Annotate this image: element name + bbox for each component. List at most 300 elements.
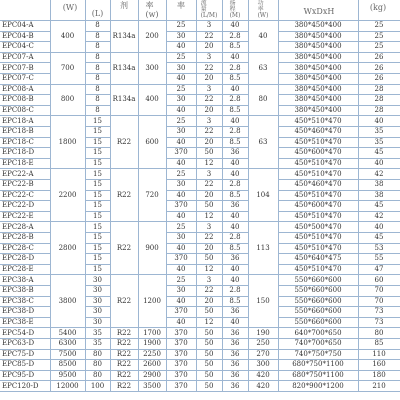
row-divider bbox=[166, 126, 248, 127]
row-divider bbox=[85, 137, 110, 138]
header-volume-unit: (L) bbox=[91, 8, 104, 18]
row-divider bbox=[0, 317, 50, 318]
row-divider bbox=[0, 126, 50, 127]
row-divider bbox=[278, 158, 400, 159]
model-cell: EPC54-D bbox=[2, 328, 35, 337]
row-divider bbox=[278, 62, 400, 63]
head-cell: 36 bbox=[230, 360, 240, 369]
head-cell: 40 bbox=[230, 318, 240, 327]
refrigerant-cell: R22 bbox=[116, 381, 132, 390]
group-divider bbox=[0, 115, 400, 116]
weight-cell: 28 bbox=[374, 95, 384, 104]
model-cell: EPC08-A bbox=[2, 84, 34, 93]
row-divider bbox=[85, 62, 110, 63]
cooling-capacity-cell: 1800 bbox=[58, 137, 77, 146]
header-cooling-power: 功 率 (W) bbox=[257, 0, 269, 19]
flow-cell: 20 bbox=[204, 137, 214, 146]
pump-power-cell: 370 bbox=[174, 371, 188, 380]
row-divider bbox=[278, 73, 400, 74]
model-cell: EPC08-C bbox=[2, 106, 34, 115]
dimensions-cell: 450*510*470 bbox=[294, 243, 342, 252]
tank-volume-cell: 15 bbox=[93, 212, 102, 221]
cooling-capacity-cell: 8500 bbox=[58, 360, 77, 369]
cooling-capacity-cell: 700 bbox=[60, 63, 75, 72]
row-divider bbox=[0, 62, 50, 63]
compressor-power-cell: 2250 bbox=[143, 349, 161, 358]
group-divider bbox=[0, 338, 400, 339]
row-divider bbox=[278, 296, 400, 297]
group-divider bbox=[0, 349, 400, 350]
tank-volume-cell: 15 bbox=[93, 148, 102, 157]
heater-power-cell: 300 bbox=[256, 360, 270, 369]
dimensions-cell: 380*450*400 bbox=[294, 106, 342, 115]
tank-volume-cell: 8 bbox=[95, 31, 100, 40]
refrigerant-cell: R22 bbox=[116, 296, 132, 305]
model-cell: EPC28-E bbox=[2, 265, 34, 274]
flow-cell: 50 bbox=[204, 307, 214, 316]
group-divider bbox=[0, 359, 400, 360]
row-divider bbox=[85, 126, 110, 127]
head-cell: 8.5 bbox=[229, 42, 241, 51]
heater-power-cell: 190 bbox=[256, 328, 270, 337]
dimensions-cell: 450*510*470 bbox=[294, 233, 342, 242]
head-cell: 36 bbox=[230, 381, 240, 390]
row-divider bbox=[85, 73, 110, 74]
head-cell: 2.8 bbox=[229, 180, 241, 189]
pump-power-cell: 40 bbox=[176, 243, 186, 252]
weight-cell: 26 bbox=[374, 74, 384, 83]
row-divider bbox=[166, 94, 248, 95]
compressor-power-cell: 900 bbox=[145, 243, 159, 252]
tank-volume-cell: 15 bbox=[93, 222, 102, 231]
dimensions-cell: 640*700*650 bbox=[294, 328, 342, 337]
dimensions-cell: 550*660*600 bbox=[294, 286, 342, 295]
row-divider bbox=[0, 158, 50, 159]
row-divider bbox=[278, 211, 400, 212]
row-divider bbox=[278, 31, 400, 32]
weight-cell: 60 bbox=[374, 275, 384, 284]
cooling-capacity-cell: 400 bbox=[60, 31, 75, 40]
header-divider bbox=[0, 20, 400, 21]
flow-cell: 3 bbox=[206, 21, 212, 30]
row-divider bbox=[0, 264, 50, 265]
header-refrigerant: 剂 bbox=[120, 0, 128, 10]
flow-cell: 3 bbox=[206, 53, 212, 62]
heater-power-cell: 40 bbox=[258, 31, 268, 40]
weight-cell: 40 bbox=[374, 222, 384, 231]
compressor-power-cell: 200 bbox=[145, 31, 159, 40]
row-divider bbox=[85, 296, 110, 297]
flow-cell: 20 bbox=[204, 243, 214, 252]
flow-cell: 3 bbox=[206, 84, 212, 93]
row-divider bbox=[85, 306, 110, 307]
model-cell: EPC38-D bbox=[2, 307, 35, 316]
model-cell: EPC38-B bbox=[2, 286, 34, 295]
column-divider bbox=[110, 0, 111, 391]
head-cell: 36 bbox=[230, 307, 240, 316]
dimensions-cell: 450*510*470 bbox=[294, 265, 342, 274]
row-divider bbox=[85, 158, 110, 159]
pump-power-cell: 40 bbox=[176, 190, 186, 199]
dimensions-cell: 450*510*470 bbox=[294, 116, 342, 125]
flow-cell: 22 bbox=[204, 31, 214, 40]
row-divider bbox=[0, 253, 50, 254]
weight-cell: 73 bbox=[374, 318, 384, 327]
row-divider bbox=[166, 41, 248, 42]
header-rated-power: 率 (w) bbox=[145, 1, 159, 19]
model-cell: EPC18-A bbox=[2, 116, 34, 125]
row-divider bbox=[278, 285, 400, 286]
head-cell: 8.5 bbox=[229, 296, 241, 305]
tank-volume-cell: 8 bbox=[95, 63, 100, 72]
weight-cell: 40 bbox=[374, 159, 384, 168]
flow-cell: 22 bbox=[204, 180, 214, 189]
row-divider bbox=[166, 211, 248, 212]
row-divider bbox=[85, 31, 110, 32]
cooling-capacity-cell: 9500 bbox=[58, 371, 77, 380]
group-divider bbox=[0, 84, 400, 85]
model-cell: EPC04-C bbox=[2, 42, 34, 51]
weight-cell: 40 bbox=[374, 116, 384, 125]
compressor-power-cell: 1200 bbox=[143, 296, 161, 305]
pump-power-cell: 40 bbox=[176, 106, 186, 115]
head-cell: 2.8 bbox=[229, 95, 241, 104]
row-divider bbox=[0, 179, 50, 180]
row-divider bbox=[278, 179, 400, 180]
dimensions-cell: 550*660*600 bbox=[294, 275, 342, 284]
weight-cell: 38 bbox=[374, 190, 384, 199]
weight-cell: 25 bbox=[374, 31, 384, 40]
tank-volume-cell: 35 bbox=[93, 328, 102, 337]
head-cell: 40 bbox=[230, 159, 240, 168]
row-divider bbox=[166, 253, 248, 254]
head-cell: 40 bbox=[230, 275, 240, 284]
tank-volume-cell: 8 bbox=[95, 95, 100, 104]
pump-power-cell: 40 bbox=[176, 137, 186, 146]
head-cell: 8.5 bbox=[229, 243, 241, 252]
pump-power-cell: 25 bbox=[176, 169, 186, 178]
dimensions-cell: 380*450*400 bbox=[294, 53, 342, 62]
header-pump-power: 率 bbox=[177, 0, 185, 10]
row-divider bbox=[166, 31, 248, 32]
row-divider bbox=[0, 94, 50, 95]
column-divider bbox=[278, 0, 279, 391]
weight-cell: 53 bbox=[374, 243, 384, 252]
row-divider bbox=[166, 62, 248, 63]
flow-cell: 3 bbox=[206, 169, 212, 178]
tank-volume-cell: 8 bbox=[95, 74, 100, 83]
tank-volume-cell: 15 bbox=[93, 201, 102, 210]
row-divider bbox=[166, 105, 248, 106]
tank-volume-cell: 15 bbox=[93, 116, 102, 125]
dimensions-cell: 380*450*400 bbox=[294, 42, 342, 51]
dimensions-cell: 380*450*400 bbox=[294, 63, 342, 72]
row-divider bbox=[85, 41, 110, 42]
model-cell: EPC85-D bbox=[2, 360, 35, 369]
tank-volume-cell: 30 bbox=[93, 296, 102, 305]
tank-volume-cell: 15 bbox=[93, 233, 102, 242]
flow-cell: 22 bbox=[204, 63, 214, 72]
tank-volume-cell: 8 bbox=[95, 21, 100, 30]
model-cell: EPC75-D bbox=[2, 349, 35, 358]
row-divider bbox=[0, 211, 50, 212]
dimensions-cell: 550*660*600 bbox=[294, 307, 342, 316]
row-divider bbox=[85, 105, 110, 106]
column-divider bbox=[138, 0, 139, 391]
flow-cell: 50 bbox=[204, 148, 214, 157]
row-divider bbox=[0, 105, 50, 106]
row-divider bbox=[278, 126, 400, 127]
flow-cell: 50 bbox=[204, 360, 214, 369]
tank-volume-cell: 15 bbox=[93, 127, 102, 136]
weight-cell: 160 bbox=[372, 360, 386, 369]
model-cell: EPC04-B bbox=[2, 31, 34, 40]
model-cell: EPC07-B bbox=[2, 63, 34, 72]
model-cell: EPC22-B bbox=[2, 180, 34, 189]
row-divider bbox=[278, 147, 400, 148]
head-cell: 40 bbox=[230, 21, 240, 30]
row-divider bbox=[278, 137, 400, 138]
compressor-power-cell: 600 bbox=[145, 137, 159, 146]
dimensions-cell: 550*660*600 bbox=[294, 318, 342, 327]
pump-power-cell: 370 bbox=[174, 349, 188, 358]
head-cell: 8.5 bbox=[229, 74, 241, 83]
pump-power-cell: 25 bbox=[176, 84, 186, 93]
pump-power-cell: 25 bbox=[176, 222, 186, 231]
cooling-capacity-cell: 2800 bbox=[58, 243, 77, 252]
weight-cell: 210 bbox=[372, 381, 386, 390]
heater-power-cell: 420 bbox=[256, 371, 270, 380]
column-divider bbox=[222, 0, 223, 391]
weight-cell: 45 bbox=[374, 201, 384, 210]
row-divider bbox=[85, 200, 110, 201]
tank-volume-cell: 8 bbox=[95, 84, 100, 93]
model-cell: EPC120-D bbox=[2, 381, 39, 390]
model-cell: EPC07-A bbox=[2, 53, 34, 62]
row-divider bbox=[166, 264, 248, 265]
dimensions-cell: 450*510*470 bbox=[294, 169, 342, 178]
row-divider bbox=[0, 232, 50, 233]
heater-power-cell: 63 bbox=[258, 137, 268, 146]
compressor-power-cell: 300 bbox=[145, 63, 159, 72]
weight-cell: 70 bbox=[374, 286, 384, 295]
dimensions-cell: 380*450*400 bbox=[294, 21, 342, 30]
dimensions-cell: 450*510*470 bbox=[294, 159, 342, 168]
pump-power-cell: 30 bbox=[176, 180, 186, 189]
tank-volume-cell: 15 bbox=[93, 265, 102, 274]
pump-power-cell: 370 bbox=[174, 254, 188, 263]
group-divider bbox=[0, 52, 400, 53]
flow-cell: 50 bbox=[204, 381, 214, 390]
head-cell: 40 bbox=[230, 212, 240, 221]
pump-power-cell: 30 bbox=[176, 127, 186, 136]
pump-power-cell: 30 bbox=[176, 95, 186, 104]
refrigerant-cell: R22 bbox=[116, 243, 132, 252]
header-weight-unit: (kg) bbox=[369, 2, 387, 12]
head-cell: 2.8 bbox=[229, 31, 241, 40]
refrigerant-cell: R22 bbox=[116, 328, 132, 337]
refrigerant-cell: R22 bbox=[116, 190, 132, 199]
flow-cell: 50 bbox=[204, 339, 214, 348]
compressor-power-cell: 2600 bbox=[143, 360, 161, 369]
model-cell: EPC95-D bbox=[2, 371, 35, 380]
heater-power-cell: 270 bbox=[256, 349, 270, 358]
pump-power-cell: 40 bbox=[176, 296, 186, 305]
group-divider bbox=[0, 380, 400, 381]
head-cell: 36 bbox=[230, 349, 240, 358]
dimensions-cell: 740*750*750 bbox=[294, 349, 342, 358]
row-divider bbox=[278, 264, 400, 265]
refrigerant-cell: R22 bbox=[116, 371, 132, 380]
head-cell: 40 bbox=[230, 265, 240, 274]
flow-cell: 12 bbox=[204, 318, 214, 327]
model-cell: EPC28-B bbox=[2, 233, 34, 242]
header-flow: 流 量 (L/M) bbox=[200, 0, 218, 19]
row-divider bbox=[0, 31, 50, 32]
row-divider bbox=[278, 232, 400, 233]
pump-power-cell: 40 bbox=[176, 318, 186, 327]
pump-power-cell: 370 bbox=[174, 381, 188, 390]
cooling-capacity-cell: 3800 bbox=[58, 296, 77, 305]
weight-cell: 42 bbox=[374, 169, 384, 178]
flow-cell: 22 bbox=[204, 95, 214, 104]
compressor-power-cell: 3500 bbox=[143, 381, 161, 390]
group-divider bbox=[0, 327, 400, 328]
dimensions-cell: 450*500*470 bbox=[294, 222, 342, 231]
model-cell: EPC38-A bbox=[2, 275, 34, 284]
cooling-capacity-cell: 12000 bbox=[56, 381, 79, 390]
dimensions-cell: 820*900*1200 bbox=[292, 381, 344, 390]
tank-volume-cell: 15 bbox=[93, 254, 102, 263]
dimensions-cell: 450*510*470 bbox=[294, 137, 342, 146]
weight-cell: 73 bbox=[374, 307, 384, 316]
weight-cell: 35 bbox=[374, 137, 384, 146]
column-divider bbox=[248, 0, 249, 391]
flow-cell: 50 bbox=[204, 328, 214, 337]
refrigerant-cell: R134a bbox=[112, 31, 136, 40]
pump-power-cell: 370 bbox=[174, 360, 188, 369]
flow-cell: 20 bbox=[204, 296, 214, 305]
row-divider bbox=[166, 137, 248, 138]
pump-power-cell: 370 bbox=[174, 201, 188, 210]
weight-cell: 85 bbox=[374, 339, 384, 348]
dimensions-cell: 450*510*470 bbox=[294, 212, 342, 221]
row-divider bbox=[0, 306, 50, 307]
compressor-power-cell: 1700 bbox=[143, 328, 161, 337]
flow-cell: 20 bbox=[204, 190, 214, 199]
flow-cell: 50 bbox=[204, 349, 214, 358]
row-divider bbox=[278, 306, 400, 307]
weight-cell: 26 bbox=[374, 53, 384, 62]
model-cell: EPC22-D bbox=[2, 201, 35, 210]
tank-volume-cell: 8 bbox=[95, 53, 100, 62]
head-cell: 8.5 bbox=[229, 137, 241, 146]
model-cell: EPC28-C bbox=[2, 243, 34, 252]
row-divider bbox=[278, 41, 400, 42]
tank-volume-cell: 30 bbox=[93, 286, 102, 295]
tank-volume-cell: 35 bbox=[93, 339, 102, 348]
pump-power-cell: 25 bbox=[176, 275, 186, 284]
dimensions-cell: 380*450*400 bbox=[294, 95, 342, 104]
row-divider bbox=[166, 317, 248, 318]
header-power-unit: (W) bbox=[62, 2, 78, 12]
flow-cell: 50 bbox=[204, 371, 214, 380]
dimensions-cell: 450*460*470 bbox=[294, 180, 342, 189]
head-cell: 40 bbox=[230, 116, 240, 125]
compressor-power-cell: 400 bbox=[145, 95, 159, 104]
dimensions-cell: 380*450*400 bbox=[294, 84, 342, 93]
weight-cell: 28 bbox=[374, 84, 384, 93]
weight-cell: 26 bbox=[374, 63, 384, 72]
flow-cell: 22 bbox=[204, 127, 214, 136]
flow-cell: 22 bbox=[204, 233, 214, 242]
cooling-capacity-cell: 5400 bbox=[58, 328, 77, 337]
tank-volume-cell: 15 bbox=[93, 180, 102, 189]
row-divider bbox=[166, 200, 248, 201]
tank-volume-cell: 80 bbox=[93, 371, 102, 380]
model-cell: EPC22-E bbox=[2, 212, 34, 221]
row-divider bbox=[278, 94, 400, 95]
pump-power-cell: 40 bbox=[176, 74, 186, 83]
weight-cell: 47 bbox=[374, 265, 384, 274]
flow-cell: 12 bbox=[204, 159, 214, 168]
model-cell: EPC22-A bbox=[2, 169, 34, 178]
tank-volume-cell: 30 bbox=[93, 275, 102, 284]
dimensions-cell: 680*750*1100 bbox=[292, 360, 344, 369]
row-divider bbox=[85, 285, 110, 286]
dimensions-cell: 380*450*400 bbox=[294, 74, 342, 83]
tank-volume-cell: 8 bbox=[95, 42, 100, 51]
dimensions-cell: 680*750*1100 bbox=[292, 371, 344, 380]
row-divider bbox=[166, 179, 248, 180]
flow-cell: 12 bbox=[204, 265, 214, 274]
row-divider bbox=[0, 73, 50, 74]
pump-power-cell: 25 bbox=[176, 21, 186, 30]
flow-cell: 20 bbox=[204, 74, 214, 83]
dimensions-cell: 380*450*400 bbox=[294, 31, 342, 40]
model-cell: EPC38-E bbox=[2, 318, 34, 327]
group-divider bbox=[0, 370, 400, 371]
refrigerant-cell: R134a bbox=[112, 95, 136, 104]
row-divider bbox=[166, 296, 248, 297]
head-cell: 2.8 bbox=[229, 286, 241, 295]
tank-volume-cell: 15 bbox=[93, 190, 102, 199]
model-cell: EPC08-B bbox=[2, 95, 34, 104]
heater-power-cell: 63 bbox=[258, 63, 268, 72]
group-divider bbox=[0, 168, 400, 169]
column-divider bbox=[85, 0, 86, 391]
weight-cell: 28 bbox=[374, 106, 384, 115]
column-divider bbox=[166, 0, 167, 391]
weight-cell: 45 bbox=[374, 148, 384, 157]
weight-cell: 35 bbox=[374, 127, 384, 136]
row-divider bbox=[278, 243, 400, 244]
group-divider bbox=[0, 391, 400, 392]
model-cell: EPC28-A bbox=[2, 222, 34, 231]
tank-volume-cell: 80 bbox=[93, 349, 102, 358]
head-cell: 36 bbox=[230, 339, 240, 348]
head-cell: 40 bbox=[230, 84, 240, 93]
weight-cell: 45 bbox=[374, 233, 384, 242]
head-cell: 40 bbox=[230, 53, 240, 62]
dimensions-cell: 450*510*470 bbox=[294, 190, 342, 199]
flow-cell: 3 bbox=[206, 116, 212, 125]
model-cell: EPC18-E bbox=[2, 159, 34, 168]
compressor-power-cell: 1900 bbox=[143, 339, 161, 348]
row-divider bbox=[278, 253, 400, 254]
head-cell: 36 bbox=[230, 371, 240, 380]
refrigerant-cell: R22 bbox=[116, 339, 132, 348]
